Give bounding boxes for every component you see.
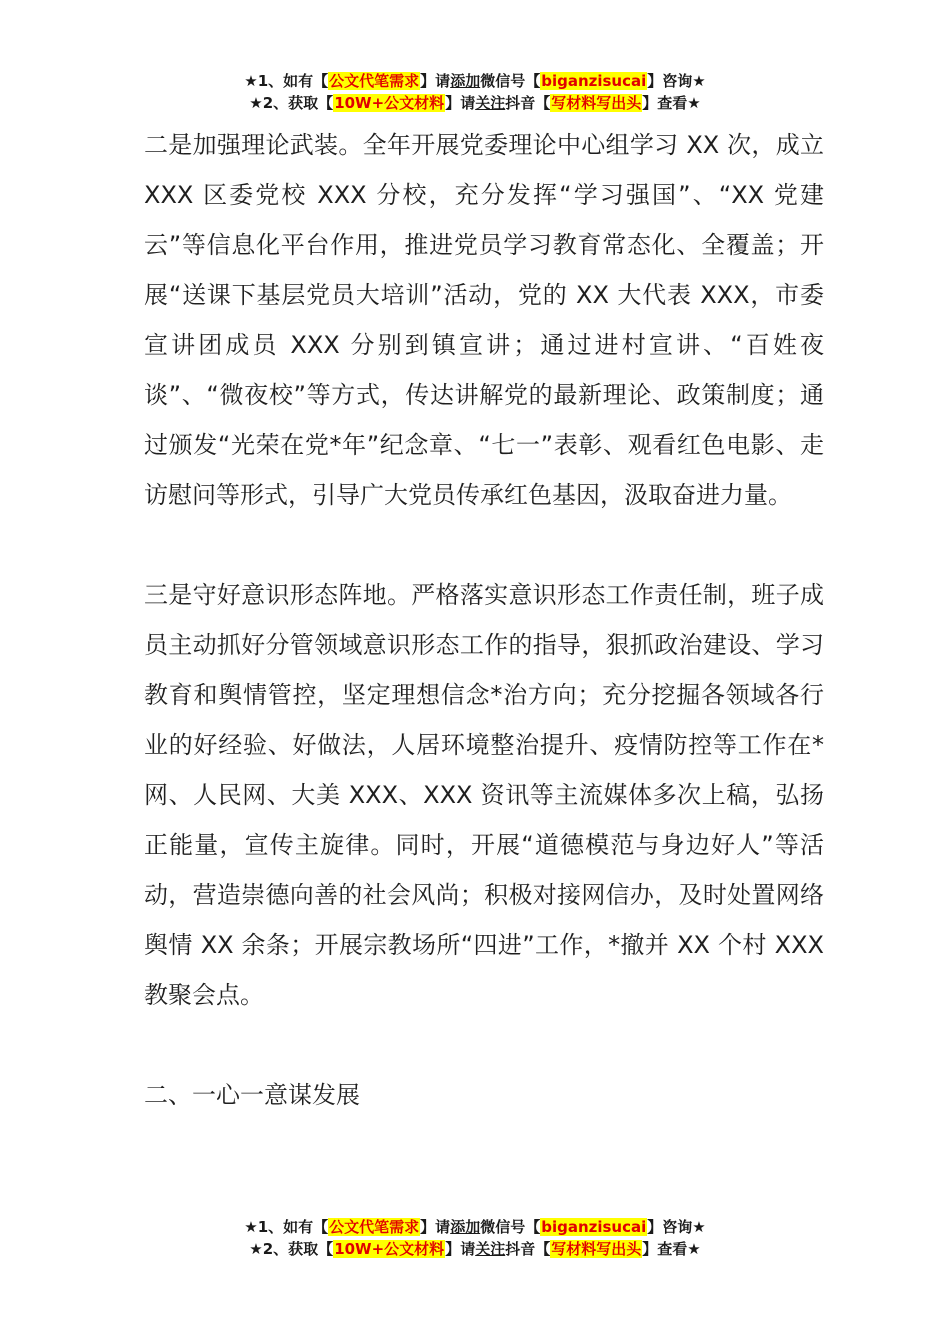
banner-line-2: ★2、获取【10W+公文材料】请关注抖音【写材料写出头】查看★	[249, 1240, 701, 1258]
paragraph-theory: 二是加强理论武装。全年开展党委理论中心组学习 XX 次，成立 XXX 区委党校 XXX 分校，充分发挥“学习强国”、“XX 党建云”等信息化平台作用，推进党员学习教育常态化、全覆盖；开展“送课下基层党员大培训”活动，党的 XX 大代表 XXX，市委宣讲团成员 XXX 分别到镇宣讲；通过进村宣讲、“百姓夜谈”、“微夜校”等方式，传达讲解党的最新理论、政策制度；通过颁发“光荣在党*年”纪念章、“七一”表彰、观看红色电影、走访慰问等形式，引导广大党员传承红色基因，汲取奋进力量。	[144, 131, 824, 509]
paragraph-gap	[144, 520, 824, 570]
banner-highlight: 写材料写出头	[551, 1240, 642, 1258]
banner-highlight: biganzisucai	[541, 1218, 647, 1236]
banner-highlight: 10W+公文材料	[334, 1240, 445, 1258]
banner-line-1: ★1、如有【公文代笔需求】请添加微信号【biganzisucai】咨询★	[244, 1218, 706, 1236]
paragraph-ideology: 三是守好意识形态阵地。严格落实意识形态工作责任制，班子成员主动抓好分管领域意识形态工作的指导，狠抓政治建设、学习教育和舆情管控，坚定理想信念*治方向；充分挖掘各领域各行业的好经验、好做法，人居环境整治提升、疫情防控等工作在*网、人民网、大美 XXX、XXX 资讯等主流媒体多次上稿，弘扬正能量，宣传主旋律。同时，开展“道德模范与身边好人”等活动，营造崇德向善的社会风尚；积极对接网信办，及时处置网络舆情 XX 余条；开展宗教场所“四进”工作，*撤并 XX 个村 XXX 教聚会点。	[144, 581, 824, 1009]
banner-line-2: ★2、获取【10W+公文材料】请关注抖音【写材料写出头】查看★	[249, 94, 701, 112]
banner-highlight: 公文代笔需求	[329, 72, 420, 90]
banner-highlight: 10W+公文材料	[334, 94, 445, 112]
header-banner	[0, 70, 950, 114]
document-body	[144, 120, 824, 1120]
banner-line-1: ★1、如有【公文代笔需求】请添加微信号【biganzisucai】咨询★	[244, 72, 706, 90]
banner-highlight: 写材料写出头	[551, 94, 642, 112]
section-heading: 二、一心一意谋发展	[144, 1081, 360, 1109]
banner-highlight: biganzisucai	[541, 72, 647, 90]
banner-highlight: 公文代笔需求	[329, 1218, 420, 1236]
paragraph-gap	[144, 1020, 824, 1070]
footer-banner	[0, 1216, 950, 1260]
